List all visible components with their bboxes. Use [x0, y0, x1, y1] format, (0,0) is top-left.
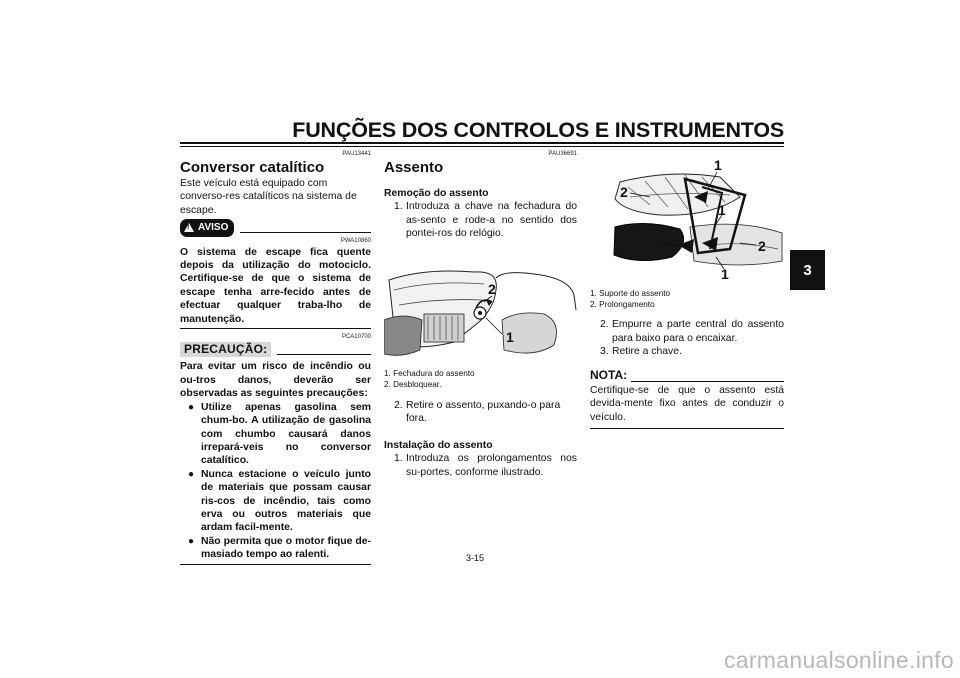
column-seat-install: [590, 150, 784, 429]
figure-caption: 2. Desbloquear.: [384, 380, 442, 390]
callout-label-1: 1: [721, 266, 729, 281]
nota-text: Certifique-se de que o assento está devida-mente fixo antes de conduzir o veículo.: [590, 385, 784, 423]
aviso-rule: [180, 328, 371, 329]
removal-step: 1. Introduza a chave na fechadura do as-sento e rode-a no sentido dos pontei-ros do relógio.: [394, 201, 577, 240]
precaution-code: PCA10700: [341, 334, 371, 341]
callout-label-1: 1: [714, 157, 722, 173]
precaution-bullet: ● Nunca estacione o veículo junto de materiais que possam causar ris-cos de incêndio, tais como erva ou outros materiais que ardam facil-mente.: [188, 468, 371, 534]
page-number: 3-15: [466, 553, 485, 563]
aviso-badge: [180, 219, 234, 236]
install-step: 2. Empurre a parte central do assento para baixo para o encaixar.: [600, 319, 784, 344]
precaution-rule: [180, 564, 371, 565]
bullet-dot-icon: ●: [188, 535, 195, 547]
install-heading: Instalação do assento: [384, 439, 493, 451]
precaution-label-row: [180, 342, 371, 357]
precaution-bullet: ● Utilize apenas gasolina sem chum-bo. A utilização de gasolina com chumbo causará danos irrepará-veis no conversor catalítico.: [188, 401, 371, 467]
callout-label-2: 2: [488, 280, 496, 297]
chapter-tab: 3: [790, 250, 825, 290]
install-step: 1. Introduza os prolongamentos nos su-portes, conforme ilustrado.: [394, 453, 577, 478]
aviso-code: PWA10860: [340, 237, 371, 244]
seat-lock-illustration: [384, 250, 577, 362]
precaution-badge: PRECAUÇÃO:: [180, 342, 271, 357]
seat-install-illustration: [590, 157, 784, 281]
callout-label-2: 2: [758, 238, 766, 254]
precaution-intro: Para evitar um risco de incêndio ou ou-tros danos, deverão ser observadas as seguintes precauções:: [180, 361, 371, 400]
section-title: Assento: [384, 159, 444, 176]
install-step: 3. Retire a chave.: [600, 346, 682, 358]
figure-caption: 2. Prolongamento: [590, 300, 655, 310]
removal-step: 2. Retire o assento, puxando-o para fora.: [394, 400, 561, 425]
precaution-bullet: ● Não permita que o motor fique de-masiado tempo ao ralenti.: [188, 535, 371, 561]
column-catalytic-converter: [180, 150, 371, 565]
figure-caption: 1. Fechadura do assento: [384, 369, 475, 379]
callout-label-2: 2: [620, 184, 628, 200]
intro-text: Este veículo está equipado com converso-res catalíticos na sistema de escape.: [180, 178, 357, 216]
section-code: PAU36691: [548, 151, 577, 157]
header-rule: [180, 142, 784, 144]
bullet-dot-icon: ●: [188, 401, 195, 413]
nota-rule: [590, 428, 784, 429]
aviso-text: O sistema de escape fica quente depois da utilização do motociclo. Certifique-se de que o sistema de escape tenha arre-fecido antes de efectuar qualquer traba-lho de manutenção.: [180, 246, 371, 325]
callout-label-1: 1: [506, 328, 514, 345]
callout-label-1: 1: [718, 202, 726, 218]
aviso-label: AVISO: [198, 222, 229, 234]
figure-caption: 1. Suporte do assento: [590, 289, 671, 299]
bullet-dot-icon: ●: [188, 468, 195, 480]
nota-label-row: [590, 369, 784, 382]
removal-heading: Remoção do assento: [384, 188, 489, 199]
nota-label: NOTA:: [590, 367, 628, 382]
column-seat: [384, 150, 577, 479]
watermark: carmanualsonline.info: [723, 647, 954, 673]
warning-icon: [184, 223, 194, 232]
section-code: PAU13441: [342, 151, 371, 157]
header-rule-thin: [180, 146, 784, 147]
section-title: Conversor catalítico: [180, 159, 325, 176]
aviso-label-row: [180, 219, 371, 236]
page-title: FUNÇÕES DOS CONTROLOS E INSTRUMENTOS: [292, 118, 784, 142]
